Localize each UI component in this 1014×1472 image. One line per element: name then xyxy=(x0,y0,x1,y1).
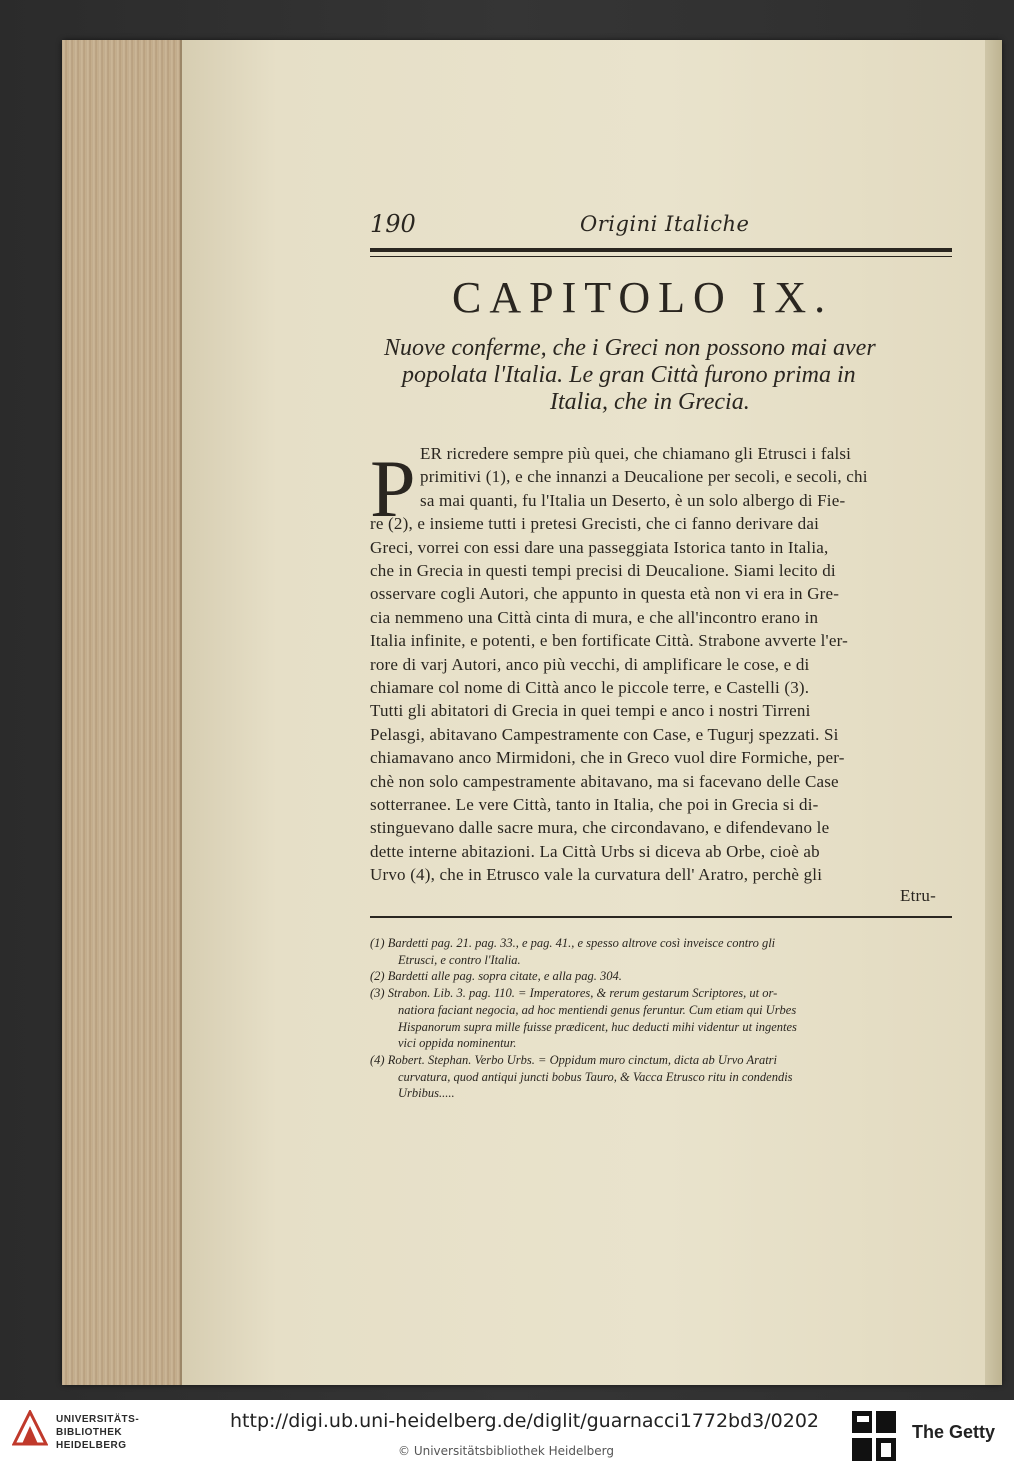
university-name-line: UNIVERSITÄTS- xyxy=(56,1414,140,1425)
body-line: Italia infinite, e potenti, e ben fortificate Città. Strabone avverte l'er- xyxy=(370,631,848,651)
body-line: chè non solo campestramente abitavano, ma si facevano delle Case xyxy=(370,771,839,791)
permalink-url[interactable]: http://digi.ub.uni-heidelberg.de/diglit/guarnacci1772bd3/0202 xyxy=(230,1410,820,1432)
catchword: Etru- xyxy=(900,886,936,905)
heidelberg-logo-icon xyxy=(12,1410,48,1446)
body-line: Urvo (4), che in Etrusco vale la curvatura dell' Aratro, perchè gli xyxy=(370,865,823,885)
body-line: cia nemmeno una Città cinta di mura, e che all'incontro erano in xyxy=(370,607,819,627)
body-line: che in Grecia in questi tempi precisi di Deucalione. Siami lecito di xyxy=(370,561,836,580)
chapter-subtitle-line: Italia, che in Grecia. xyxy=(550,389,750,415)
footnote-line: Hispanorum supra mille fuisse prædicent, huc deducti mihi videntur ut ingentes xyxy=(398,1019,797,1034)
footnote-line: curvatura, quod antiqui juncti bobus Tauro, & Vacca Etrusco ritu in condendis xyxy=(398,1069,793,1084)
head-rule-thin xyxy=(370,256,952,257)
body-line: ER ricredere sempre più quei, che chiamano gli Etrusci i falsi xyxy=(420,444,852,463)
viewer-footer xyxy=(0,1400,1014,1472)
footnote-line: vici oppida nominentur. xyxy=(398,1036,517,1051)
chapter-subtitle-line: popolata l'Italia. Le gran Città furono prima in xyxy=(402,362,856,388)
body-line: osservare cogli Autori, che appunto in questa età non vi era in Gre- xyxy=(370,584,840,604)
footnote-line: Etrusci, e contro l'Italia. xyxy=(398,952,521,967)
footnote-line: (1) Bardetti pag. 21. pag. 33., e pag. 41., e spesso altrove così inveisce contro gli xyxy=(370,936,776,950)
footnote-line: natiora faciant negocia, ad hoc mentiendi genus feruntur. Cum etiam qui Urbes xyxy=(398,1002,797,1017)
getty-logo-icon xyxy=(852,1411,896,1461)
getty-label: The Getty xyxy=(912,1422,996,1442)
body-line: Greci, vorrei con essi dare una passeggiata Istorica tanto in Italia, xyxy=(370,537,829,557)
footnote-line: (2) Bardetti alle pag. sopra citate, e alla pag. 304. xyxy=(370,969,622,984)
copyright-notice: © Universitätsbibliothek Heidelberg xyxy=(398,1444,615,1458)
page-edges xyxy=(62,40,182,1385)
body-line: chiamavano anco Mirmidoni, che in Greco vuol dire Formiche, per- xyxy=(370,748,845,768)
drop-cap: P xyxy=(370,443,416,534)
body-line: primitivi (1), e che innanzi a Deucalione per secoli, e secoli, chi xyxy=(420,467,868,487)
body-line: sotterranee. Le vere Città, tanto in Italia, che poi in Grecia si di- xyxy=(370,795,819,814)
chapter-title: CAPITOLO IX. xyxy=(452,273,834,322)
page-right-edge xyxy=(985,40,1002,1385)
body-line: re (2), e insieme tutti i pretesi Grecisti, che ci fanno derivare dai xyxy=(370,514,820,534)
chapter-subtitle-line: Nuove conferme, che i Greci non possono mai aver xyxy=(384,335,876,361)
body-line: rore di varj Autori, anco più vecchi, di amplificare le cose, e di xyxy=(370,654,810,674)
university-name-line: HEIDELBERG xyxy=(56,1440,127,1451)
footnote-line: (4) Robert. Stephan. Verbo Urbs. = Oppidum muro cinctum, dicta ab Urvo Aratri xyxy=(370,1052,778,1067)
body-line: chiamare col nome di Città anco le piccole terre, e Castelli (3). xyxy=(370,678,810,697)
body-line: stinguevano dalle sacre mura, che circondavano, e difendevano le xyxy=(370,818,830,838)
body-line: sa mai quanti, fu l'Italia un Deserto, è un solo albergo di Fie- xyxy=(420,490,846,510)
footnote-line: Urbibus..... xyxy=(398,1086,455,1101)
body-line: Pelasgi, abitavano Campestramente con Case, e Tugurj spezzati. Si xyxy=(370,724,839,744)
body-line: Tutti gli abitatori di Grecia in quei tempi e anco i nostri Tirreni xyxy=(370,701,811,721)
footnote-line: (3) Strabon. Lib. 3. pag. 110. = Imperatores, & rerum gestarum Scriptores, ut or- xyxy=(370,986,778,1001)
page-number: 190 xyxy=(370,210,416,238)
running-head-title: Origini Italiche xyxy=(580,212,750,236)
head-rule-thick xyxy=(370,248,952,252)
university-name-line: BIBLIOTHEK xyxy=(56,1427,123,1438)
body-line: dette interne abitazioni. La Città Urbs si diceva ab Orbe, cioè ab xyxy=(370,841,820,861)
footnote-rule xyxy=(370,916,952,918)
